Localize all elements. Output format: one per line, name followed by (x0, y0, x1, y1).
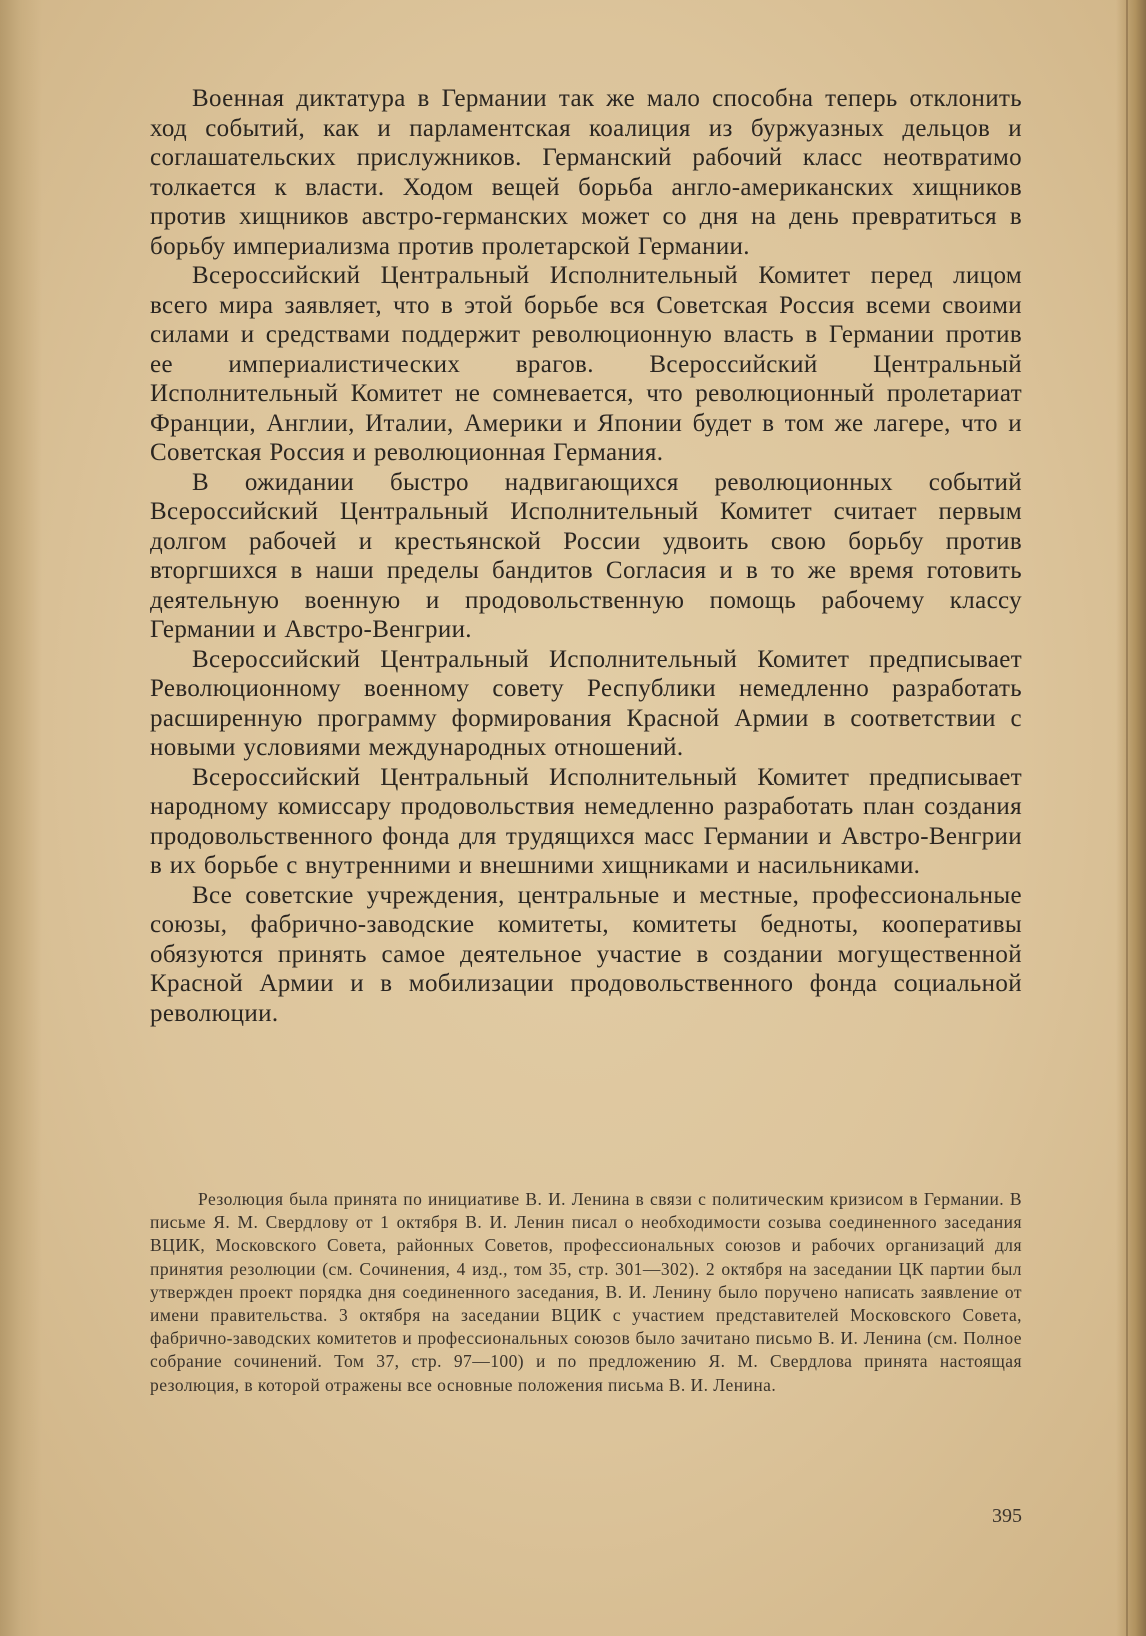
main-text (150, 84, 1022, 1028)
paragraph: Всероссийский Центральный Исполнительный Комитет предписывает народному комиссару продовольствия немедленно разработать план создания продовольственного фонда для трудящихся масс Германии и Австро-Венгрии в их борьбе с внутренними и внешними хищниками и насильниками. (150, 763, 1022, 879)
page-spine-shadow (0, 0, 42, 1636)
page-number: 395 (992, 1505, 1022, 1527)
paragraph: Военная диктатура в Германии так же мало способна теперь отклонить ход событий, как и парламентская коалиция из буржуазных дельцов и соглашательских прислужников. Германский рабочий класс неотвратимо толкается к власти. Ходом вещей борьба англо-американских хищников против хищников австро-германских может со дня на день превратиться в борьбу империализма против пролетарской Германии. (150, 85, 1022, 260)
footnote: Резолюция была принята по инициативе В. И. Ленина в связи с политическим кризисом в Германии. В письме Я. М. Свердлову от 1 октября В. И. Ленин писал о необходимости созыва соединенного заседания ВЦИК, Московского Совета, районных Советов, профессиональных союзов и рабочих организаций для принятия резолюции (см. Сочинения, 4 изд., том 35, стр. 301—302). 2 октября на заседании ЦК партии был утвержден проект порядка дня соединенного заседания, В. И. Ленину было поручено написать заявление от имени правительства. 3 октября на заседании ВЦИК с участием представителей Московского Совета, фабрично-заводских комитетов и профессиональных союзов было зачитано письмо В. И. Ленина (см. Полное собрание сочинений. Том 37, стр. 97—100) и по предложению Я. М. Свердлова принята настоящая резолюция, в которой отражены все основные положения письма В. И. Ленина. (150, 1189, 1022, 1395)
paragraph: В ожидании быстро надвигающихся революционных событий Всероссийский Центральный Исполнительный Комитет считает первым долгом рабочей и крестьянской России удвоить свою борьбу против вторгшихся в наши пределы бандитов Согласия и в то же время готовить деятельную военную и продовольственную помощь рабочему классу Германии и Австро-Венгрии. (150, 468, 1022, 643)
paragraph: Всероссийский Центральный Исполнительный Комитет предписывает Революционному военному совету Республики немедленно разработать расширенную программу формирования Красной Армии в соответствии с новыми условиями международных отношений. (150, 645, 1022, 761)
paragraph: Всероссийский Центральный Исполнительный Комитет перед лицом всего мира заявляет, что в этой борьбе вся Советская Россия всеми своими силами и средствами поддержит революционную власть в Германии против ее империалистических врагов. Всероссийский Центральный Исполнительный Комитет не сомневается, что революционный пролетариат Франции, Англии, Италии, Америки и Японии будет в том же лагере, что и Советская Россия и революционная Германия. (150, 262, 1022, 466)
page-edge-shadow (1116, 0, 1146, 1636)
page-edge-line (1126, 0, 1128, 1636)
paragraph: Все советские учреждения, центральные и местные, профессиональные союзы, фабрично-заводские комитеты, комитеты бедноты, кооперативы обязуются принять самое деятельное участие в создании могущественной Красной Армии и в мобилизации продовольственного фонда социальной революции. (150, 881, 1022, 1027)
